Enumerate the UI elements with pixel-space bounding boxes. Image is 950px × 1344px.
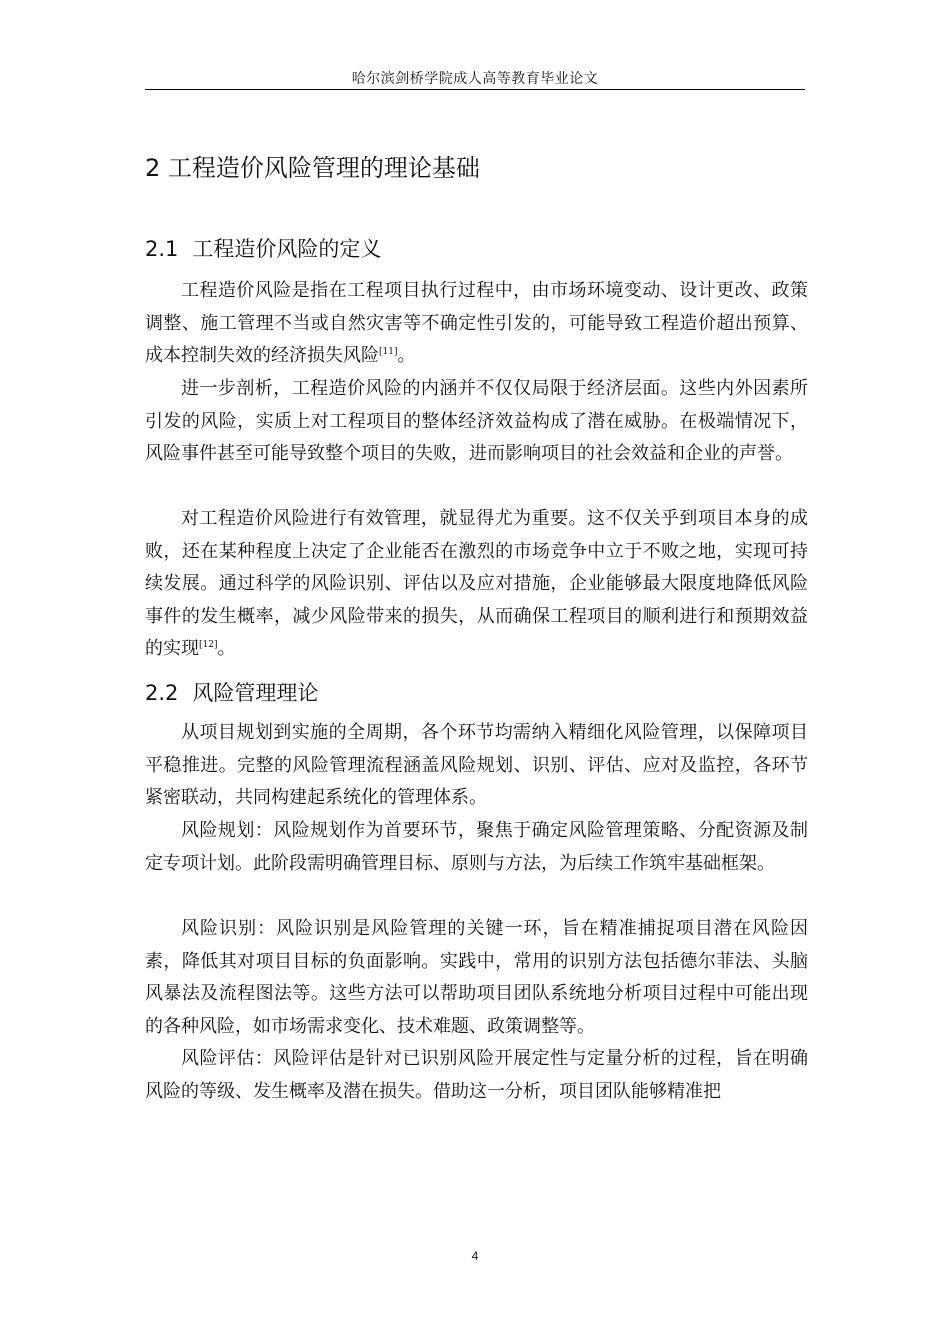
page-number: 4 (471, 1249, 479, 1263)
paragraph (145, 503, 808, 666)
paragraph: 从项目规划到实施的全周期，各个环节均需纳入精细化风险管理，以保障项目平稳推进。完整的风险管理流程涵盖风险规划、识别、评估、应对及监控，各环节紧密联动，共同构建起系统化的管理体系。 (145, 722, 808, 808)
paragraph: 进一步剖析，工程造价风险的内涵并不仅仅局限于经济层面。这些内外因素所引发的风险，实质上对工程项目的整体经济效益构成了潜在威胁。在极端情况下，风险事件甚至可能导致整个项目的失败，进而影响项目的社会效益和企业的声誉。 (145, 378, 808, 464)
page-header: 哈尔滨剑桥学院成人高等教育毕业论文 (351, 71, 599, 87)
paragraph-text: 对工程造价风险进行有效管理，就显得尤为重要。这不仅关乎到项目本身的成败，还在某种程度上决定了企业能否在激烈的市场竞争中立于不败之地，实现可持续发展。通过科学的风险识别、评估以及应对措施，企业能够最大限度地降低风险事件的发生概率，减少风险带来的损失，从而确保工程项目的顺利进行和预期效益的实现 (145, 508, 808, 659)
paragraph: 风险规划：风险规划作为首要环节，聚焦于确定风险管理策略、分配资源及制定专项计划。此阶段需明确管理目标、原则与方法，为后续工作筑牢基础框架。 (145, 820, 808, 874)
section-heading-2-2 (145, 677, 318, 707)
section-number: 2.2 (145, 681, 179, 705)
citation: [11] (379, 347, 398, 357)
paragraph (145, 275, 808, 373)
paragraph: 风险识别：风险识别是风险管理的关键一环，旨在精准捕捉项目潜在风险因素，降低其对项目目标的负面影响。实践中，常用的识别方法包括德尔菲法、头脑风暴法及流程图法等。这些方法可以帮助项目团队系统地分析项目过程中可能出现的各种风险，如市场需求变化、技术难题、政策调整等。 (145, 918, 808, 1037)
section-heading-2-1 (145, 233, 381, 263)
paragraph: 风险评估：风险评估是针对已识别风险开展定性与定量分析的过程，旨在明确风险的等级、发生概率及潜在损失。借助这一分析，项目团队能够精准把 (145, 1048, 808, 1102)
section-number: 2.1 (145, 237, 179, 261)
paragraph-end: 。 (397, 345, 416, 366)
section-title: 工程造价风险的定义 (192, 237, 382, 261)
citation: [12] (199, 640, 218, 650)
paragraph-text: 工程造价风险是指在工程项目执行过程中，由市场环境变动、设计更改、政策调整、施工管理不当或自然灾害等不确定性引发的，可能导致工程造价超出预算、成本控制失效的经济损失风险 (145, 280, 808, 366)
chapter-title: 2 工程造价风险管理的理论基础 (145, 154, 480, 182)
header-rule (145, 89, 805, 90)
paragraph-end: 。 (217, 638, 236, 659)
section-title: 风险管理理论 (192, 681, 319, 705)
